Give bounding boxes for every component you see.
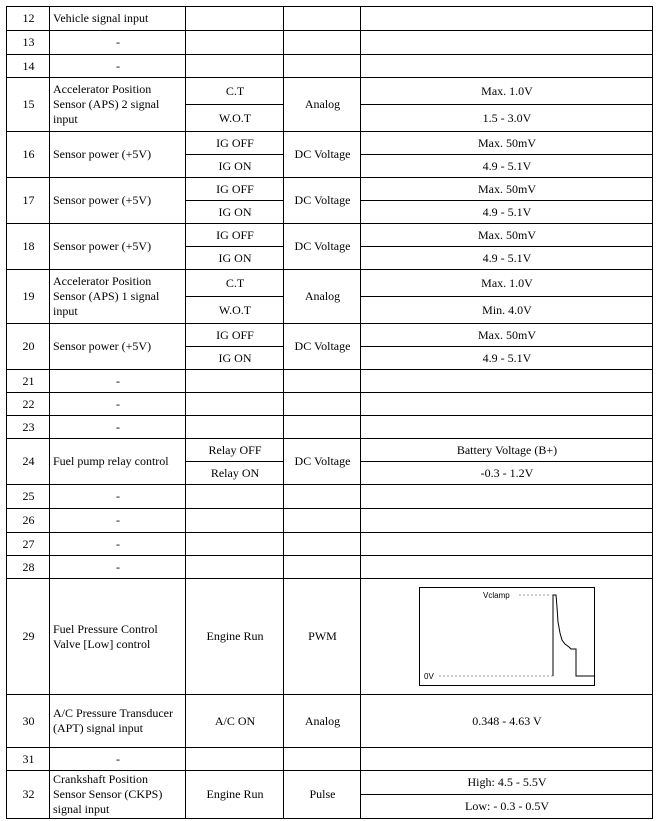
test-result: Battery Voltage (B+) — [361, 439, 653, 462]
signal-type: DC Voltage — [284, 178, 361, 224]
pin-number: 14 — [7, 55, 50, 78]
table-row — [7, 31, 653, 55]
pin-description: Sensor power (+5V) — [50, 178, 186, 224]
pin-number: 26 — [7, 509, 50, 533]
test-result: 4.9 - 5.1V — [361, 201, 653, 224]
signal-type: DC Voltage — [284, 439, 361, 485]
test-condition: C.T — [186, 270, 284, 297]
pin-description: Vehicle signal input — [50, 7, 186, 31]
test-condition: Engine Run — [186, 579, 284, 695]
zero-volt-label: 0V — [423, 672, 434, 681]
pin-number: 27 — [7, 533, 50, 556]
table-row — [7, 224, 653, 247]
test-result: High: 4.5 - 5.5V — [361, 771, 653, 795]
signal-type: DC Voltage — [284, 224, 361, 270]
test-condition: IG OFF — [186, 224, 284, 247]
test-result: Max. 50mV — [361, 178, 653, 201]
pin-description: - — [50, 393, 186, 416]
pin-number: 24 — [7, 439, 50, 485]
pin-number: 17 — [7, 178, 50, 224]
table-row — [7, 748, 653, 771]
signal-type: Analog — [284, 78, 361, 132]
table-row — [7, 393, 653, 416]
test-result: 0.348 - 4.63 V — [361, 695, 653, 748]
test-condition: Relay OFF — [186, 439, 284, 462]
pin-number: 16 — [7, 132, 50, 178]
pin-number: 19 — [7, 270, 50, 324]
table-row — [7, 78, 653, 105]
table-row — [7, 556, 653, 579]
table-row — [7, 178, 653, 201]
pin-description: Fuel pump relay control — [50, 439, 186, 485]
signal-type: DC Voltage — [284, 132, 361, 178]
test-condition: IG OFF — [186, 132, 284, 155]
pin-description: - — [50, 370, 186, 393]
pin-number: 22 — [7, 393, 50, 416]
test-condition: C.T — [186, 78, 284, 105]
test-condition: W.O.T — [186, 105, 284, 132]
pin-description: - — [50, 748, 186, 771]
test-result: -0.3 - 1.2V — [361, 462, 653, 485]
table-row — [7, 771, 653, 795]
table-row — [7, 370, 653, 393]
test-condition: Engine Run — [186, 771, 284, 819]
table-row — [7, 509, 653, 533]
table-row — [7, 485, 653, 509]
test-condition: A/C ON — [186, 695, 284, 748]
pin-number: 29 — [7, 579, 50, 695]
pin-number: 28 — [7, 556, 50, 579]
table-row — [7, 439, 653, 462]
test-result: 1.5 - 3.0V — [361, 105, 653, 132]
table-row — [7, 55, 653, 78]
pin-description: Sensor power (+5V) — [50, 324, 186, 370]
table-row — [7, 416, 653, 439]
pin-number: 30 — [7, 695, 50, 748]
pin-number: 31 — [7, 748, 50, 771]
connector-pin-table — [6, 6, 653, 819]
signal-type: DC Voltage — [284, 324, 361, 370]
pwm-waveform-graph — [419, 587, 595, 686]
test-result: 4.9 - 5.1V — [361, 155, 653, 178]
test-condition: IG OFF — [186, 324, 284, 347]
pin-description: - — [50, 556, 186, 579]
signal-type: Pulse — [284, 771, 361, 819]
table-row — [7, 270, 653, 297]
table-row — [7, 579, 653, 695]
pin-number: 13 — [7, 31, 50, 55]
test-result: Max. 50mV — [361, 324, 653, 347]
pin-description: Sensor power (+5V) — [50, 224, 186, 270]
pin-description: - — [50, 31, 186, 55]
signal-type: Analog — [284, 695, 361, 748]
table-row — [7, 533, 653, 556]
pin-description: - — [50, 55, 186, 78]
pin-number: 18 — [7, 224, 50, 270]
test-condition: Relay ON — [186, 462, 284, 485]
pin-description: - — [50, 485, 186, 509]
pin-description: - — [50, 533, 186, 556]
pin-description: - — [50, 509, 186, 533]
table-row — [7, 7, 653, 31]
test-condition: IG ON — [186, 347, 284, 370]
pin-description: Sensor power (+5V) — [50, 132, 186, 178]
pin-description: Fuel Pressure Control Valve [Low] control — [50, 579, 186, 695]
pin-description: - — [50, 416, 186, 439]
pin-number: 32 — [7, 771, 50, 819]
vclamp-label: Vclamp — [482, 591, 510, 600]
test-result: Max. 50mV — [361, 224, 653, 247]
pin-number: 21 — [7, 370, 50, 393]
signal-type: Analog — [284, 270, 361, 324]
test-result: 4.9 - 5.1V — [361, 347, 653, 370]
pin-number: 20 — [7, 324, 50, 370]
pin-description: Crankshaft Position Sensor Sensor (CKPS) signal input — [50, 771, 186, 819]
pin-number: 25 — [7, 485, 50, 509]
table-row — [7, 324, 653, 347]
test-result: Max. 1.0V — [361, 78, 653, 105]
table-row — [7, 132, 653, 155]
test-result: 4.9 - 5.1V — [361, 247, 653, 270]
waveform-frame — [419, 588, 594, 686]
pin-description: Accelerator Position Sensor (APS) 2 signal input — [50, 78, 186, 132]
test-result: Min. 4.0V — [361, 297, 653, 324]
test-condition: IG ON — [186, 201, 284, 224]
test-result: Max. 1.0V — [361, 270, 653, 297]
pin-number: 12 — [7, 7, 50, 31]
test-condition: IG OFF — [186, 178, 284, 201]
pin-number: 15 — [7, 78, 50, 132]
pin-description: Accelerator Position Sensor (APS) 1 signal input — [50, 270, 186, 324]
test-result: Low: - 0.3 - 0.5V — [361, 795, 653, 819]
signal-type: PWM — [284, 579, 361, 695]
pin-description: A/C Pressure Transducer (APT) signal input — [50, 695, 186, 748]
table-row — [7, 695, 653, 748]
test-condition: W.O.T — [186, 297, 284, 324]
waveform-cell — [361, 579, 653, 695]
pin-number: 23 — [7, 416, 50, 439]
test-condition: IG ON — [186, 247, 284, 270]
test-result: Max. 50mV — [361, 132, 653, 155]
test-condition: IG ON — [186, 155, 284, 178]
